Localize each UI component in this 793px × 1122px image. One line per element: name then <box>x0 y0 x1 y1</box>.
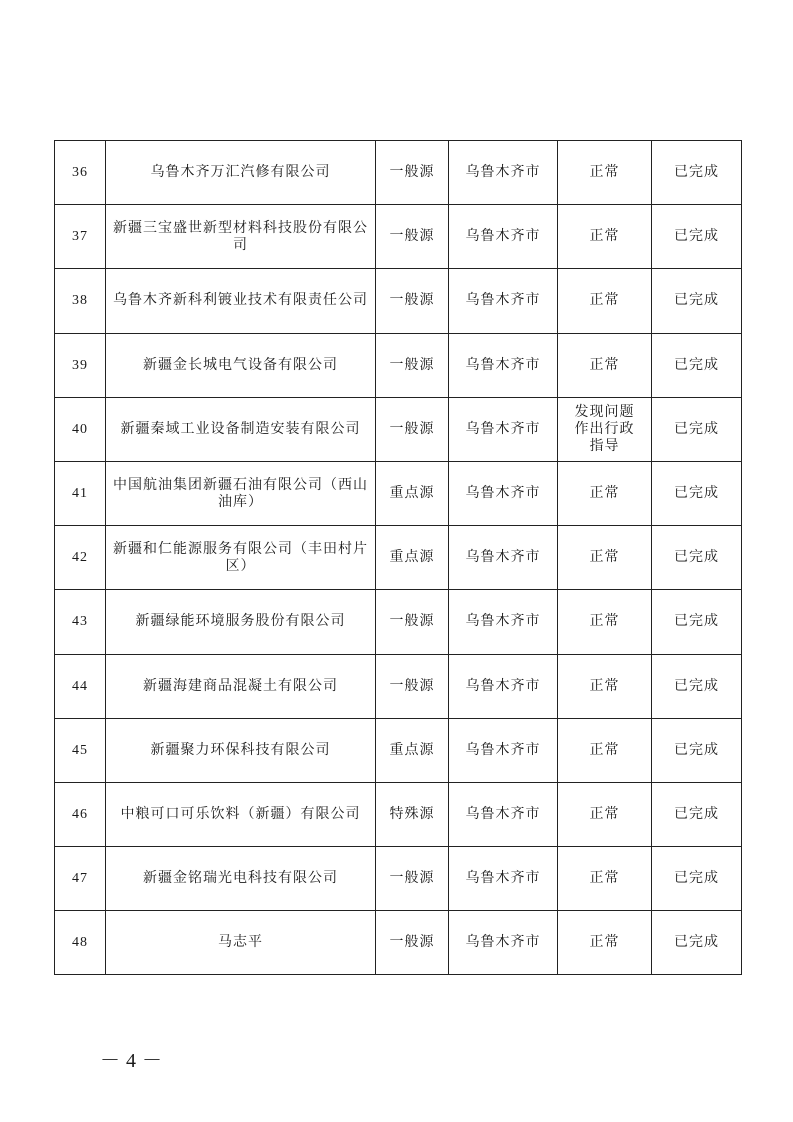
region: 乌鲁木齐市 <box>449 718 558 782</box>
completion-status: 已完成 <box>652 718 742 782</box>
table-row <box>55 333 742 397</box>
completion-status: 已完成 <box>652 205 742 269</box>
row-number: 36 <box>55 141 106 205</box>
row-number: 43 <box>55 590 106 654</box>
completion-status: 已完成 <box>652 141 742 205</box>
region: 乌鲁木齐市 <box>449 782 558 846</box>
company-name: 新疆和仁能源服务有限公司（丰田村片区） <box>106 526 376 590</box>
table-row <box>55 461 742 525</box>
table-row <box>55 847 742 911</box>
source-type: 一般源 <box>376 205 449 269</box>
table-row <box>55 526 742 590</box>
inspection-status: 正常 <box>558 526 652 590</box>
source-type: 一般源 <box>376 847 449 911</box>
company-name: 新疆金长城电气设备有限公司 <box>106 333 376 397</box>
company-name: 乌鲁木齐新科利镀业技术有限责任公司 <box>106 269 376 333</box>
region: 乌鲁木齐市 <box>449 526 558 590</box>
table-row <box>55 718 742 782</box>
table-row <box>55 269 742 333</box>
region: 乌鲁木齐市 <box>449 654 558 718</box>
row-number: 46 <box>55 782 106 846</box>
region: 乌鲁木齐市 <box>449 590 558 654</box>
row-number: 37 <box>55 205 106 269</box>
region: 乌鲁木齐市 <box>449 847 558 911</box>
inspection-status: 正常 <box>558 269 652 333</box>
region: 乌鲁木齐市 <box>449 333 558 397</box>
table-row <box>55 654 742 718</box>
completion-status: 已完成 <box>652 461 742 525</box>
page-number: －4－ <box>100 1050 168 1072</box>
completion-status: 已完成 <box>652 590 742 654</box>
region: 乌鲁木齐市 <box>449 205 558 269</box>
completion-status: 已完成 <box>652 526 742 590</box>
company-name: 中国航油集团新疆石油有限公司（西山油库） <box>106 461 376 525</box>
inspection-status: 正常 <box>558 782 652 846</box>
inspection-status: 正常 <box>558 205 652 269</box>
completion-status: 已完成 <box>652 269 742 333</box>
company-name: 乌鲁木齐万汇汽修有限公司 <box>106 141 376 205</box>
inspection-status: 发现问题作出行政指导 <box>558 397 652 461</box>
inspection-status: 正常 <box>558 590 652 654</box>
row-number: 38 <box>55 269 106 333</box>
inspection-status: 正常 <box>558 461 652 525</box>
completion-status: 已完成 <box>652 397 742 461</box>
completion-status: 已完成 <box>652 782 742 846</box>
row-number: 41 <box>55 461 106 525</box>
source-type: 一般源 <box>376 911 449 975</box>
table-row <box>55 205 742 269</box>
inspection-status: 正常 <box>558 141 652 205</box>
inspection-status: 正常 <box>558 847 652 911</box>
source-type: 重点源 <box>376 718 449 782</box>
company-name: 新疆三宝盛世新型材料科技股份有限公司 <box>106 205 376 269</box>
table-row <box>55 911 742 975</box>
company-name: 新疆海建商品混凝土有限公司 <box>106 654 376 718</box>
completion-status: 已完成 <box>652 654 742 718</box>
inspection-status: 正常 <box>558 333 652 397</box>
source-type: 一般源 <box>376 590 449 654</box>
completion-status: 已完成 <box>652 911 742 975</box>
row-number: 40 <box>55 397 106 461</box>
company-name: 马志平 <box>106 911 376 975</box>
region: 乌鲁木齐市 <box>449 911 558 975</box>
row-number: 48 <box>55 911 106 975</box>
source-type: 一般源 <box>376 397 449 461</box>
inspection-status: 正常 <box>558 911 652 975</box>
row-number: 45 <box>55 718 106 782</box>
row-number: 42 <box>55 526 106 590</box>
inspection-status: 正常 <box>558 654 652 718</box>
source-type: 一般源 <box>376 333 449 397</box>
row-number: 44 <box>55 654 106 718</box>
company-name: 新疆金铭瑞光电科技有限公司 <box>106 847 376 911</box>
company-name: 新疆秦域工业设备制造安装有限公司 <box>106 397 376 461</box>
row-number: 47 <box>55 847 106 911</box>
source-type: 一般源 <box>376 654 449 718</box>
records-table <box>54 140 742 975</box>
completion-status: 已完成 <box>652 847 742 911</box>
source-type: 特殊源 <box>376 782 449 846</box>
table-row <box>55 141 742 205</box>
source-type: 一般源 <box>376 269 449 333</box>
inspection-status: 正常 <box>558 718 652 782</box>
region: 乌鲁木齐市 <box>449 397 558 461</box>
source-type: 重点源 <box>376 461 449 525</box>
region: 乌鲁木齐市 <box>449 269 558 333</box>
table-row <box>55 590 742 654</box>
row-number: 39 <box>55 333 106 397</box>
source-type: 一般源 <box>376 141 449 205</box>
company-name: 中粮可口可乐饮料（新疆）有限公司 <box>106 782 376 846</box>
region: 乌鲁木齐市 <box>449 141 558 205</box>
table-row <box>55 782 742 846</box>
source-type: 重点源 <box>376 526 449 590</box>
region: 乌鲁木齐市 <box>449 461 558 525</box>
company-name: 新疆绿能环境服务股份有限公司 <box>106 590 376 654</box>
table-row <box>55 397 742 461</box>
completion-status: 已完成 <box>652 333 742 397</box>
company-name: 新疆聚力环保科技有限公司 <box>106 718 376 782</box>
